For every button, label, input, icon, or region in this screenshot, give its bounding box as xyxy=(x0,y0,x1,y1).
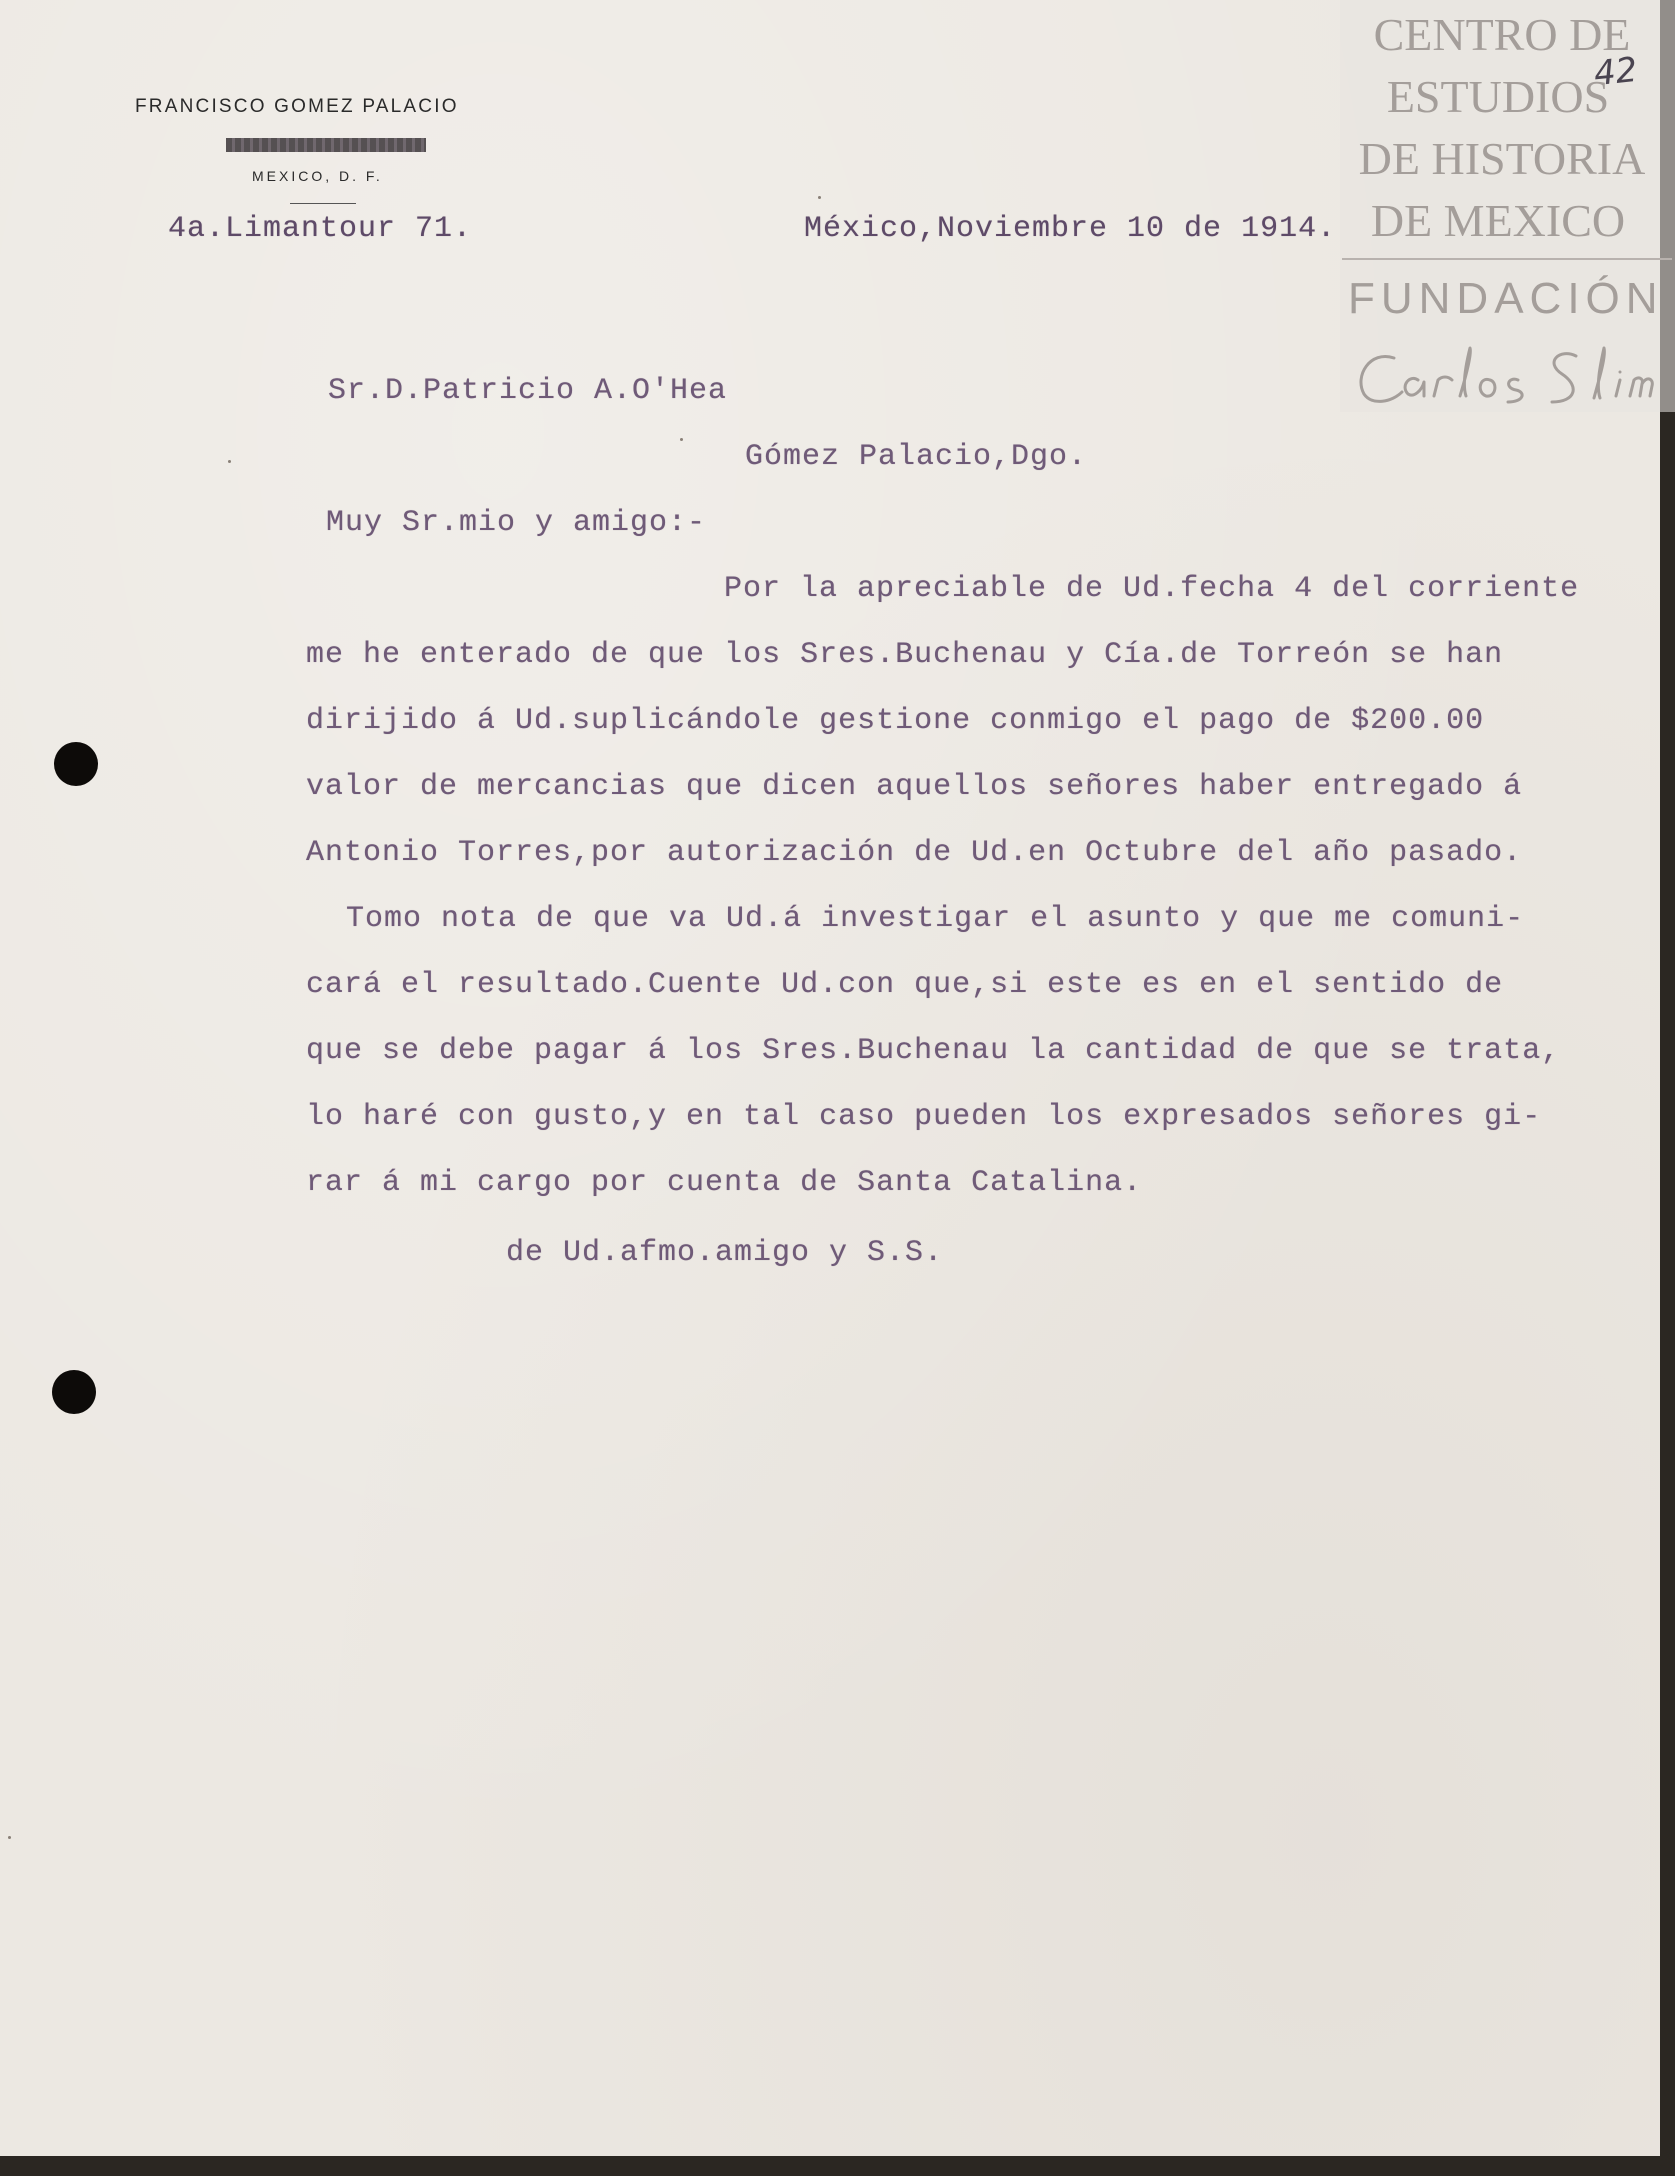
stamp-foundation: FUNDACIÓN xyxy=(1348,274,1664,323)
handwritten-page-number: 42 xyxy=(1592,49,1640,95)
struck-out-letterhead-line xyxy=(226,138,426,152)
stamp-divider xyxy=(1342,258,1672,260)
letterhead-rule xyxy=(290,203,356,204)
paper-speck xyxy=(228,460,231,463)
letterhead-name: FRANCISCO GOMEZ PALACIO xyxy=(135,96,459,117)
stamp-line: DE MEXICO xyxy=(1370,195,1626,246)
body-line: dirijido á Ud.suplicándole gestione conmigo el pago de $200.00 xyxy=(306,704,1485,738)
body-line: Por la apreciable de Ud.fecha 4 del corriente xyxy=(724,572,1580,606)
body-line: lo haré con gusto,y en tal caso pueden los expresados señores gi- xyxy=(306,1100,1542,1134)
sender-address: 4a.Limantour 71. xyxy=(168,212,473,246)
punch-hole xyxy=(52,1370,96,1414)
stamp-line: ESTUDIOS xyxy=(1386,71,1610,122)
body-line: cará el resultado.Cuente Ud.con que,si este es en el sentido de xyxy=(306,968,1504,1002)
body-line: Antonio Torres,por autorización de Ud.en Octubre del año pasado. xyxy=(306,836,1523,870)
paper-speck xyxy=(818,196,821,199)
salutation: Muy Sr.mio y amigo:- xyxy=(326,506,707,540)
paper-speck xyxy=(8,1836,11,1839)
page-edge-bottom xyxy=(0,2156,1675,2176)
recipient-city: Gómez Palacio,Dgo. xyxy=(745,440,1088,474)
recipient-name: Sr.D.Patricio A.O'Hea xyxy=(328,374,728,408)
body-line: me he enterado de que los Sres.Buchenau y Cía.de Torreón se han xyxy=(306,638,1504,672)
body-line: Tomo nota de que va Ud.á investigar el asunto y que me comuni- xyxy=(346,902,1525,936)
letterhead-city: MEXICO, D. F. xyxy=(252,168,383,184)
stamp-line: CENTRO DE xyxy=(1373,9,1631,60)
body-line: que se debe pagar á los Sres.Buchenau la cantidad de que se trata, xyxy=(306,1034,1561,1068)
letter-date: México,Noviembre 10 de 1914. xyxy=(804,212,1337,246)
closing-line: de Ud.afmo.amigo y S.S. xyxy=(506,1236,944,1270)
stamp-line: DE HISTORIA xyxy=(1358,133,1646,184)
body-line: rar á mi cargo por cuenta de Santa Catalina. xyxy=(306,1166,1143,1200)
paper-speck xyxy=(680,438,683,441)
punch-hole xyxy=(54,742,98,786)
stamp-signature-logo xyxy=(1348,336,1668,416)
body-line: valor de mercancias que dicen aquellos señores haber entregado á xyxy=(306,770,1523,804)
